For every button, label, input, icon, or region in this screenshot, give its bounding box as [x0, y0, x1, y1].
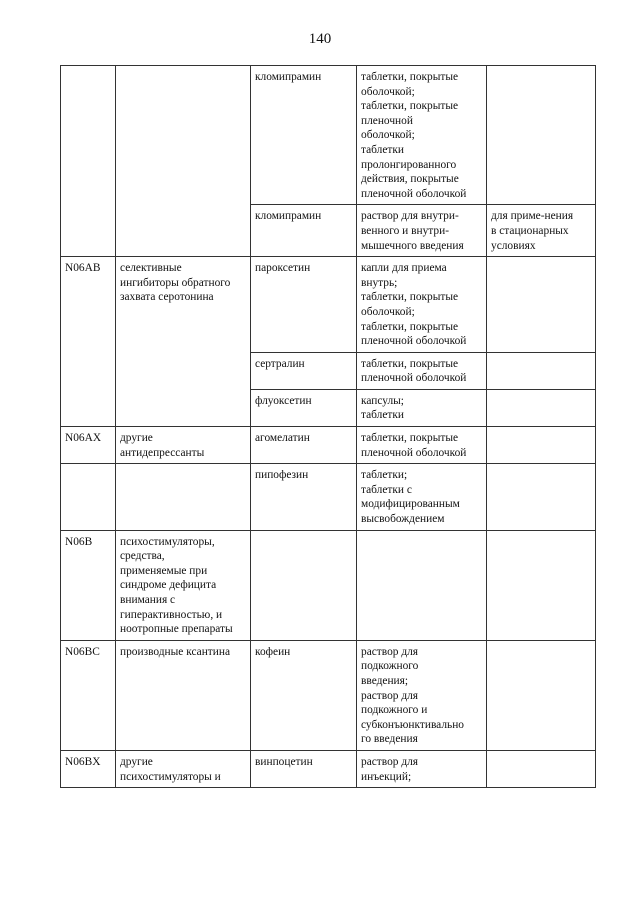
- atc-code-cell: N06AX: [61, 427, 116, 464]
- dosage-form-cell: раствор для инъекций;: [357, 750, 487, 787]
- page-number: 140: [308, 31, 332, 47]
- dosage-form-cell: капли для приема внутрь; таблетки, покрытые оболочкой; таблетки, покрытые пленочной оболочкой: [357, 257, 487, 353]
- dosage-form-cell: таблетки, покрытые пленочной оболочкой: [357, 352, 487, 389]
- note-cell: [487, 66, 596, 205]
- table-row: [61, 427, 596, 464]
- note-cell: [487, 352, 596, 389]
- table-row: [61, 530, 596, 640]
- group-cell: производные ксантина: [116, 640, 251, 750]
- atc-code-cell: N06AB: [61, 257, 116, 427]
- note-cell: [487, 427, 596, 464]
- note-cell: [487, 750, 596, 787]
- table-row: [61, 750, 596, 787]
- inn-cell: кломипрамин: [251, 66, 357, 205]
- atc-code-cell: N06BX: [61, 750, 116, 787]
- inn-cell: кофеин: [251, 640, 357, 750]
- table-row: [61, 464, 596, 530]
- table-row: [61, 257, 596, 353]
- group-cell: селективные ингибиторы обратного захвата серотонина: [116, 257, 251, 427]
- dosage-form-cell: [357, 530, 487, 640]
- inn-cell: кломипрамин: [251, 205, 357, 257]
- note-cell: [487, 640, 596, 750]
- inn-cell: пипофезин: [251, 464, 357, 530]
- dosage-form-cell: капсулы; таблетки: [357, 389, 487, 426]
- group-cell: психостимуляторы, средства, применяемые при синдроме дефицита внимания с гиперактивностью, и ноотропные препараты: [116, 530, 251, 640]
- inn-cell: флуоксетин: [251, 389, 357, 426]
- table-row: [61, 640, 596, 750]
- inn-cell: [251, 530, 357, 640]
- atc-code-cell: N06B: [61, 530, 116, 640]
- note-cell: [487, 257, 596, 353]
- dosage-form-cell: таблетки, покрытые оболочкой; таблетки, покрытые пленочной оболочкой; таблетки пролонгированного действия, покрытые пленочной оболочкой: [357, 66, 487, 205]
- group-cell: [116, 66, 251, 257]
- dosage-form-cell: таблетки; таблетки с модифицированным высвобождением: [357, 464, 487, 530]
- group-cell: [116, 464, 251, 530]
- atc-code-cell: [61, 66, 116, 257]
- note-cell: [487, 464, 596, 530]
- inn-cell: агомелатин: [251, 427, 357, 464]
- dosage-form-cell: раствор для подкожного введения; раствор для подкожного и субконъюнктивально го введения: [357, 640, 487, 750]
- medication-table: [60, 65, 596, 788]
- dosage-form-cell: таблетки, покрытые пленочной оболочкой: [357, 427, 487, 464]
- inn-cell: винпоцетин: [251, 750, 357, 787]
- inn-cell: сертралин: [251, 352, 357, 389]
- table-row: [61, 66, 596, 205]
- note-cell: для приме-нения в стационарных условиях: [487, 205, 596, 257]
- inn-cell: пароксетин: [251, 257, 357, 353]
- dosage-form-cell: раствор для внутри- венного и внутри- мышечного введения: [357, 205, 487, 257]
- group-cell: другие антидепрессанты: [116, 427, 251, 464]
- group-cell: другие психостимуляторы и: [116, 750, 251, 787]
- atc-code-cell: N06BC: [61, 640, 116, 750]
- note-cell: [487, 530, 596, 640]
- atc-code-cell: [61, 464, 116, 530]
- note-cell: [487, 389, 596, 426]
